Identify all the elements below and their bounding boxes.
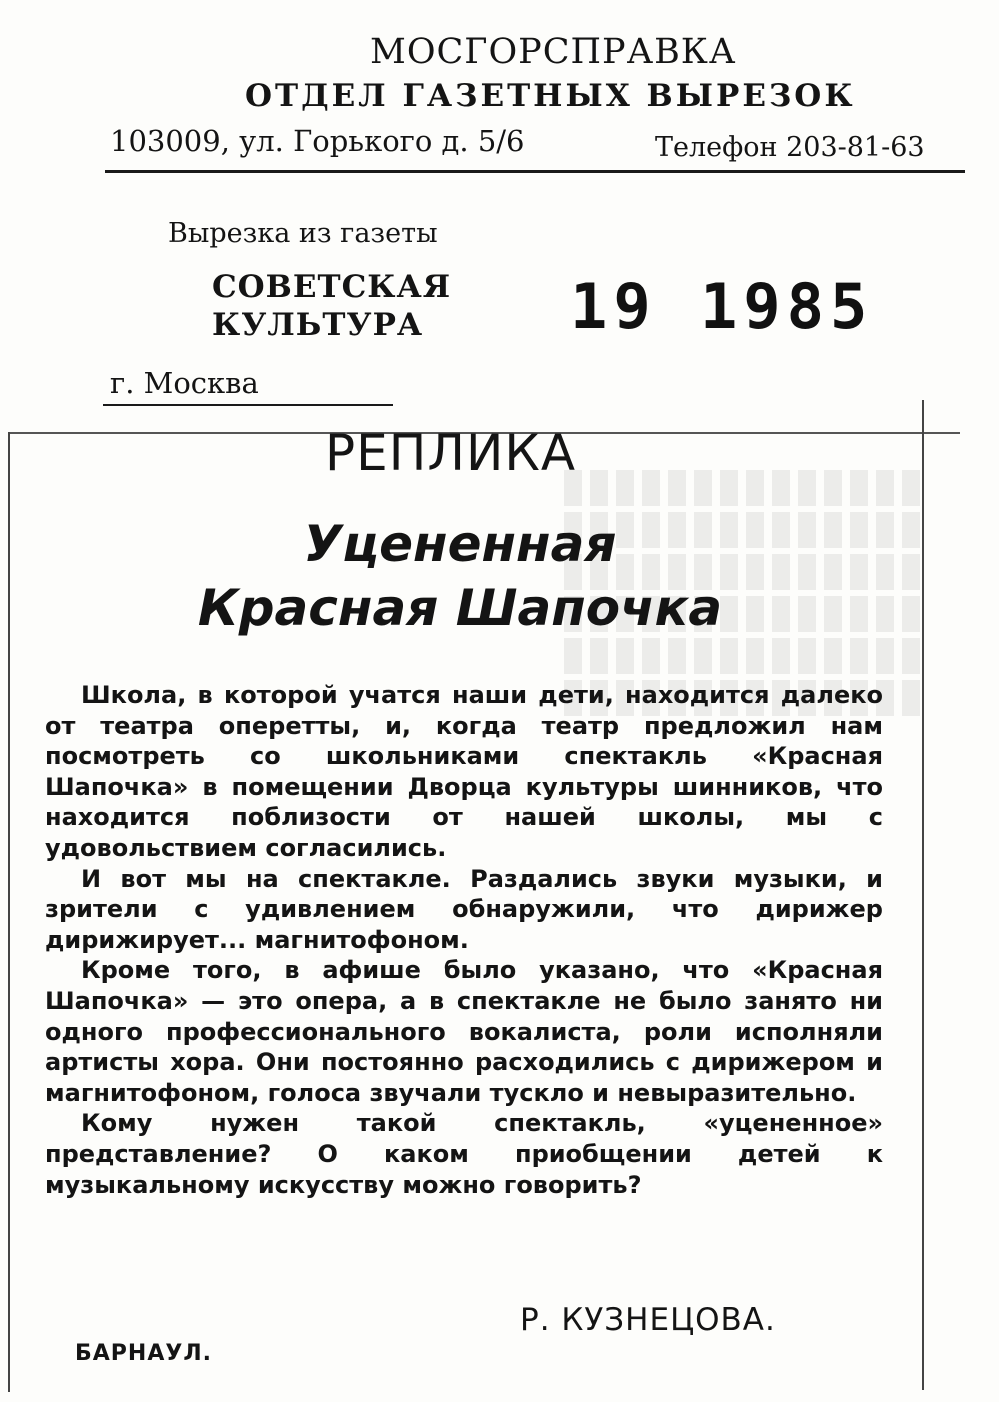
article-body: [45, 680, 883, 1200]
article-title-line1: Уцененная: [303, 515, 617, 573]
clipping-from-label: Вырезка из газеты: [168, 218, 438, 249]
city-label: г. Москва: [110, 366, 259, 400]
clipping-cut-edge-right: [922, 400, 924, 1390]
agency-phone: Телефон 203-81-63: [655, 132, 925, 163]
article-title: [120, 512, 800, 640]
newspaper-name-line1: СОВЕТСКАЯ: [212, 269, 452, 305]
department-name: ОТДЕЛ ГАЗЕТНЫХ ВЫРЕЗОК: [245, 78, 856, 114]
article-rubric: РЕПЛИКА: [325, 424, 577, 482]
newspaper-name: [212, 268, 451, 344]
newspaper-name-line2: КУЛЬТУРА: [212, 307, 424, 343]
header-divider: [105, 170, 965, 173]
date-stamp: 19 1985: [570, 270, 874, 343]
clipping-cut-edge-left: [8, 432, 10, 1392]
article-paragraph: Кроме того, в афише было указано, что «Красная Шапочка» — это опера, а в спектакле не было занято ни одного профессионального вокалиста, роли исполняли артисты хора. Они постоянно расходились с дирижером и магнитофоном, голоса звучали тускло и невыразительно.: [45, 956, 883, 1107]
author-signature: Р. КУЗНЕЦОВА.: [520, 1302, 776, 1338]
article-title-line2: Красная Шапочка: [197, 579, 723, 637]
article-paragraph: Школа, в которой учатся наши дети, находится далеко от театра оперетты, и, когда театр предложил нам посмотреть со школьниками спектакль «Красная Шапочка» в помещении Дворца культуры шинников, что находится поблизости от нашей школы, мы с удовольствием согласились.: [45, 681, 883, 862]
article-paragraph: Кому нужен такой спектакль, «уцененное» представление? О каком приобщении детей к музыкальному искусству можно говорить?: [45, 1109, 883, 1199]
city-underline: [103, 404, 393, 406]
agency-address: 103009, ул. Горького д. 5/6: [110, 124, 525, 158]
agency-name: МОСГОРСПРАВКА: [370, 32, 737, 72]
article-paragraph: И вот мы на спектакле. Раздались звуки музыки, и зрители с удивлением обнаружили, что дирижер дирижирует... магнитофоном.: [45, 864, 883, 954]
author-city: БАРНАУЛ.: [75, 1341, 212, 1366]
